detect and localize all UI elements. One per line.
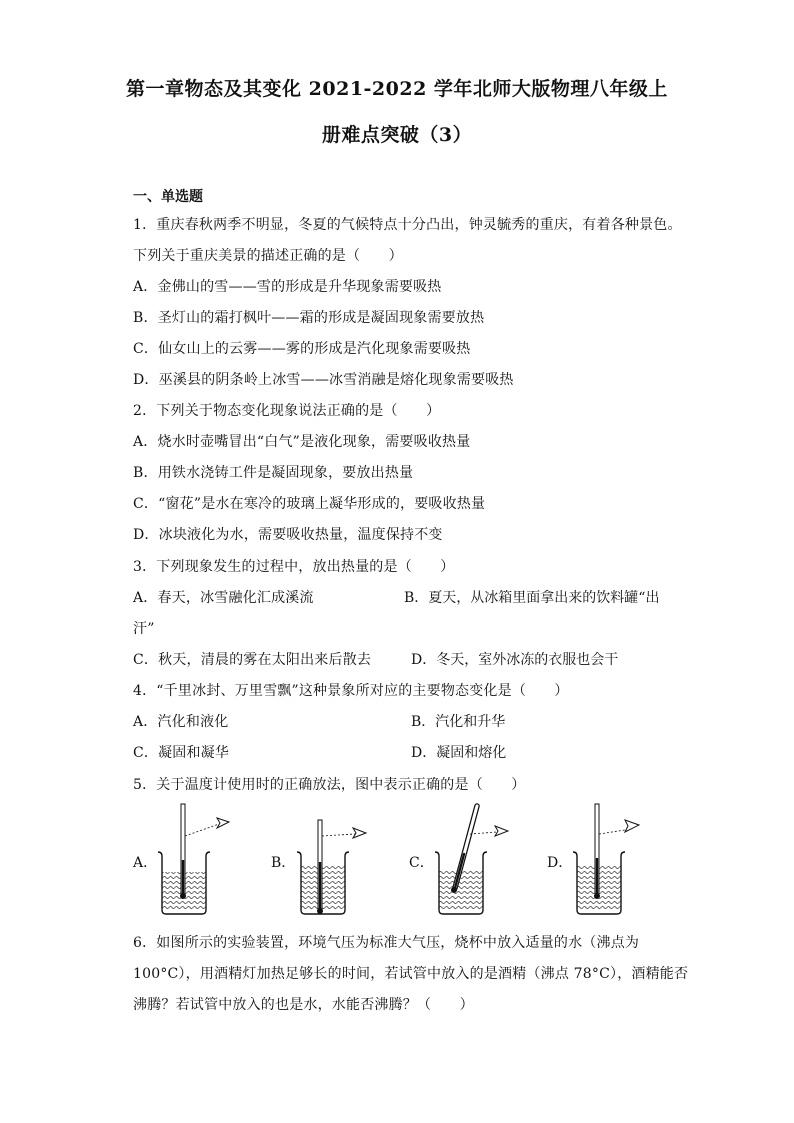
q1-option-d: D．巫溪县的阴条岭上冰雪——冰雪消融是熔化现象需要吸热 xyxy=(133,372,514,388)
q3-stem: 3．下列现象发生的过程中，放出热量的是（ ） xyxy=(133,559,455,575)
beaker-d xyxy=(573,804,639,914)
q1-stem-line2: 下列关于重庆美景的描述正确的是（ ） xyxy=(133,248,403,264)
section-heading: 一、单选题 xyxy=(133,189,203,205)
q3-option-d: D．冬天，室外冰冻的衣服也会干 xyxy=(411,652,619,668)
q5-label-b: B． xyxy=(271,855,296,871)
q4-option-b: B．汽化和升华 xyxy=(411,714,506,730)
q5-label-c: C． xyxy=(409,855,434,871)
page-title-line1: 第一章物态及其变化 2021-2022 学年北师大版物理八年级上 xyxy=(126,78,668,100)
q5-label-d: D． xyxy=(547,855,573,871)
q2-stem: 2．下列关于物态变化现象说法正确的是（ ） xyxy=(133,403,441,419)
q2-option-a: A．烧水时壶嘴冒出“白气”是液化现象，需要吸收热量 xyxy=(133,434,471,450)
q2-option-b: B．用铁水浇铸工件是凝固现象，要放出热量 xyxy=(133,465,414,481)
q4-option-d: D．凝固和熔化 xyxy=(411,745,507,761)
q5-stem: 5．关于温度计使用时的正确放法，图中表示正确的是（ ） xyxy=(133,777,526,793)
q6-stem-line2: 100°C），用酒精灯加热足够长的时间，若试管中放入的是酒精（沸点 78°C），酒精能否 xyxy=(133,966,689,982)
q3-option-b-line2: 汗” xyxy=(133,621,155,637)
beakers-svg xyxy=(133,800,663,920)
page-title-line2: 册难点突破（3） xyxy=(321,124,473,146)
q4-option-a: A．汽化和液化 xyxy=(133,714,229,730)
q1-option-a: A．金佛山的雪——雪的形成是升华现象需要吸热 xyxy=(133,279,442,295)
q4-option-c: C．凝固和凝华 xyxy=(133,745,230,761)
q5-label-a: A． xyxy=(133,855,158,871)
q1-option-c: C．仙女山上的云雾——雾的形成是汽化现象需要吸热 xyxy=(133,341,471,357)
q3-option-c: C．秋天，清晨的雾在太阳出来后散去 xyxy=(133,652,372,668)
q3-option-a: A．春天，冰雪融化汇成溪流 xyxy=(133,590,314,606)
q2-option-d: D．冰块液化为水，需要吸收热量，温度保持不变 xyxy=(133,527,443,543)
thermometer-figure xyxy=(133,800,663,920)
q2-option-c: C．“窗花”是水在寒冷的玻璃上凝华形成的，要吸收热量 xyxy=(133,496,486,512)
q3-option-b-line1: B．夏天，从冰箱里面拿出来的饮料罐“出 xyxy=(404,590,660,606)
q6-stem-line1: 6．如图所示的实验装置，环境气压为标准大气压，烧杯中放入适量的水（沸点为 xyxy=(133,935,640,951)
q1-stem-line1: 1．重庆春秋两季不明显，冬夏的气候特点十分凸出，钟灵毓秀的重庆，有着各种景色。 xyxy=(133,217,682,233)
q4-stem: 4．“千里冰封、万里雪飘”这种景象所对应的主要物态变化是（ ） xyxy=(133,683,569,699)
q1-option-b: B．圣灯山的霜打枫叶——霜的形成是凝固现象需要放热 xyxy=(133,310,485,326)
beaker-a xyxy=(158,804,229,914)
beaker-b xyxy=(297,820,366,914)
beaker-c xyxy=(435,806,508,914)
q6-stem-line3: 沸腾？若试管中放入的也是水，水能否沸腾？（ ） xyxy=(133,997,474,1013)
